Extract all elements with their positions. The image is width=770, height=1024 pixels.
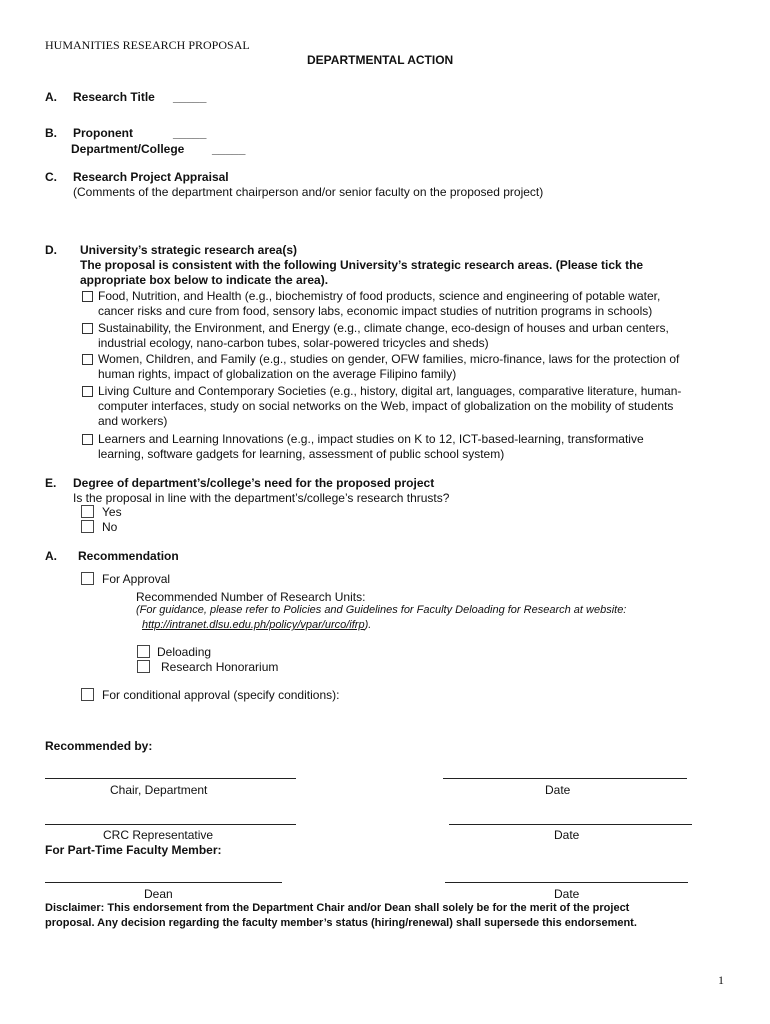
dean-signature-line[interactable] xyxy=(45,882,282,883)
research-title-label: Research Title xyxy=(73,90,155,104)
crc-caption: CRC Representative xyxy=(103,828,214,842)
units-label: Recommended Number of Research Units: xyxy=(136,590,366,604)
deloading-label: Deloading xyxy=(157,645,212,659)
area-checkbox-culture[interactable] xyxy=(82,386,93,397)
yes-checkbox[interactable] xyxy=(81,505,94,518)
no-label: No xyxy=(102,520,118,534)
for-approval-checkbox[interactable] xyxy=(81,572,94,585)
conditional-checkbox[interactable] xyxy=(81,688,94,701)
area-women-line1: Women, Children, and Family (e.g., studies on gender, OFW families, micro-finance, laws for the protection of xyxy=(98,352,680,366)
guidance-note: (For guidance, please refer to Policies and Guidelines for Faculty Deloading for Research at website: xyxy=(136,604,627,616)
link-suffix: ). xyxy=(364,619,372,631)
crc-date-caption: Date xyxy=(554,828,580,842)
conditional-label: For conditional approval (specify conditions): xyxy=(102,688,340,702)
area-sustainability-line2: industrial ecology, nano-carbon tubes, solar-powered tricycles and sheds) xyxy=(98,336,489,350)
section-a-letter: A. xyxy=(45,90,57,104)
document-title: HUMANITIES RESEARCH PROPOSAL xyxy=(45,38,250,52)
area-checkbox-food[interactable] xyxy=(82,291,93,302)
part-time-label: For Part-Time Faculty Member: xyxy=(45,843,222,857)
recommendation-letter: A. xyxy=(45,549,57,563)
department-label: Department/College xyxy=(71,142,185,156)
strategic-area-instruction-2: appropriate box below to indicate the area). xyxy=(80,273,329,287)
recommendation-title: Recommendation xyxy=(78,549,179,563)
disclaimer-line2: proposal. Any decision regarding the faculty member’s status (hiring/renewal) shall supersede this endorsement. xyxy=(45,917,637,929)
section-c-letter: C. xyxy=(45,170,57,184)
appraisal-label: Research Project Appraisal xyxy=(73,170,229,184)
crc-date-line[interactable] xyxy=(449,824,692,825)
area-checkbox-learners[interactable] xyxy=(82,434,93,445)
policy-link[interactable]: http://intranet.dlsu.edu.ph/policy/vpar/urco/ifrp xyxy=(142,619,365,631)
chair-date-caption: Date xyxy=(545,783,571,797)
strategic-area-title: University’s strategic research area(s) xyxy=(80,243,298,257)
chair-date-line[interactable] xyxy=(443,778,687,779)
disclaimer-line1: Disclaimer: This endorsement from the Department Chair and/or Dean shall solely be for the merit of the project xyxy=(45,902,630,914)
strategic-area-instruction: The proposal is consistent with the following University’s strategic research areas. (Please tick the xyxy=(80,258,644,272)
area-sustainability-line1: Sustainability, the Environment, and Energy (e.g., climate change, eco-design of houses and urban centers, xyxy=(98,321,669,335)
for-approval-label: For Approval xyxy=(102,572,171,586)
section-b-letter: B. xyxy=(45,126,57,140)
area-checkbox-women[interactable] xyxy=(82,354,93,365)
need-question: Is the proposal in line with the department’s/college’s research thrusts? xyxy=(73,491,450,505)
department-field[interactable]: _____ xyxy=(212,142,246,156)
recommended-by-label: Recommended by: xyxy=(45,739,153,753)
honorarium-label: Research Honorarium xyxy=(161,660,279,674)
proponent-label: Proponent xyxy=(73,126,133,140)
area-food-line2: cancer risks and cure from food, sensory labs, economic impact studies of nutrition programs in schools) xyxy=(98,304,653,318)
honorarium-checkbox[interactable] xyxy=(137,660,150,673)
area-learners-line2: learning, software gadgets for learning, assessment of public school system) xyxy=(98,447,505,461)
chair-caption: Chair, Department xyxy=(110,783,208,797)
need-title: Degree of department’s/college’s need for the proposed project xyxy=(73,476,435,490)
area-checkbox-sustainability[interactable] xyxy=(82,323,93,334)
page-number: 1 xyxy=(718,973,724,987)
proponent-field[interactable]: _____ xyxy=(173,126,207,140)
area-culture-line3: and workers) xyxy=(98,414,168,428)
dean-date-caption: Date xyxy=(554,887,580,901)
area-culture-line2: computer interfaces, study on social networks on the Web, impact of globalization on the mobility of students xyxy=(98,399,674,413)
deloading-checkbox[interactable] xyxy=(137,645,150,658)
research-title-field[interactable]: _____ xyxy=(173,90,207,104)
area-learners-line1: Learners and Learning Innovations (e.g., impact studies on K to 12, ICT-based-learning, transformative xyxy=(98,432,644,446)
section-d-letter: D. xyxy=(45,243,57,257)
appraisal-note: (Comments of the department chairperson and/or senior faculty on the proposed project) xyxy=(73,185,544,199)
no-checkbox[interactable] xyxy=(81,520,94,533)
yes-label: Yes xyxy=(102,505,122,519)
section-title: DEPARTMENTAL ACTION xyxy=(307,53,454,67)
area-food-line1: Food, Nutrition, and Health (e.g., biochemistry of food products, science and engineering of potable water, xyxy=(98,289,661,303)
section-e-letter: E. xyxy=(45,476,57,490)
area-women-line2: human rights, impact of globalization on the average Filipino family) xyxy=(98,367,457,381)
area-culture-line1: Living Culture and Contemporary Societies (e.g., history, digital art, languages, comparative literature, human- xyxy=(98,384,682,398)
crc-signature-line[interactable] xyxy=(45,824,296,825)
guidance-link-line xyxy=(142,619,371,631)
chair-signature-line[interactable] xyxy=(45,778,296,779)
dean-date-line[interactable] xyxy=(445,882,688,883)
dean-caption: Dean xyxy=(144,887,173,901)
